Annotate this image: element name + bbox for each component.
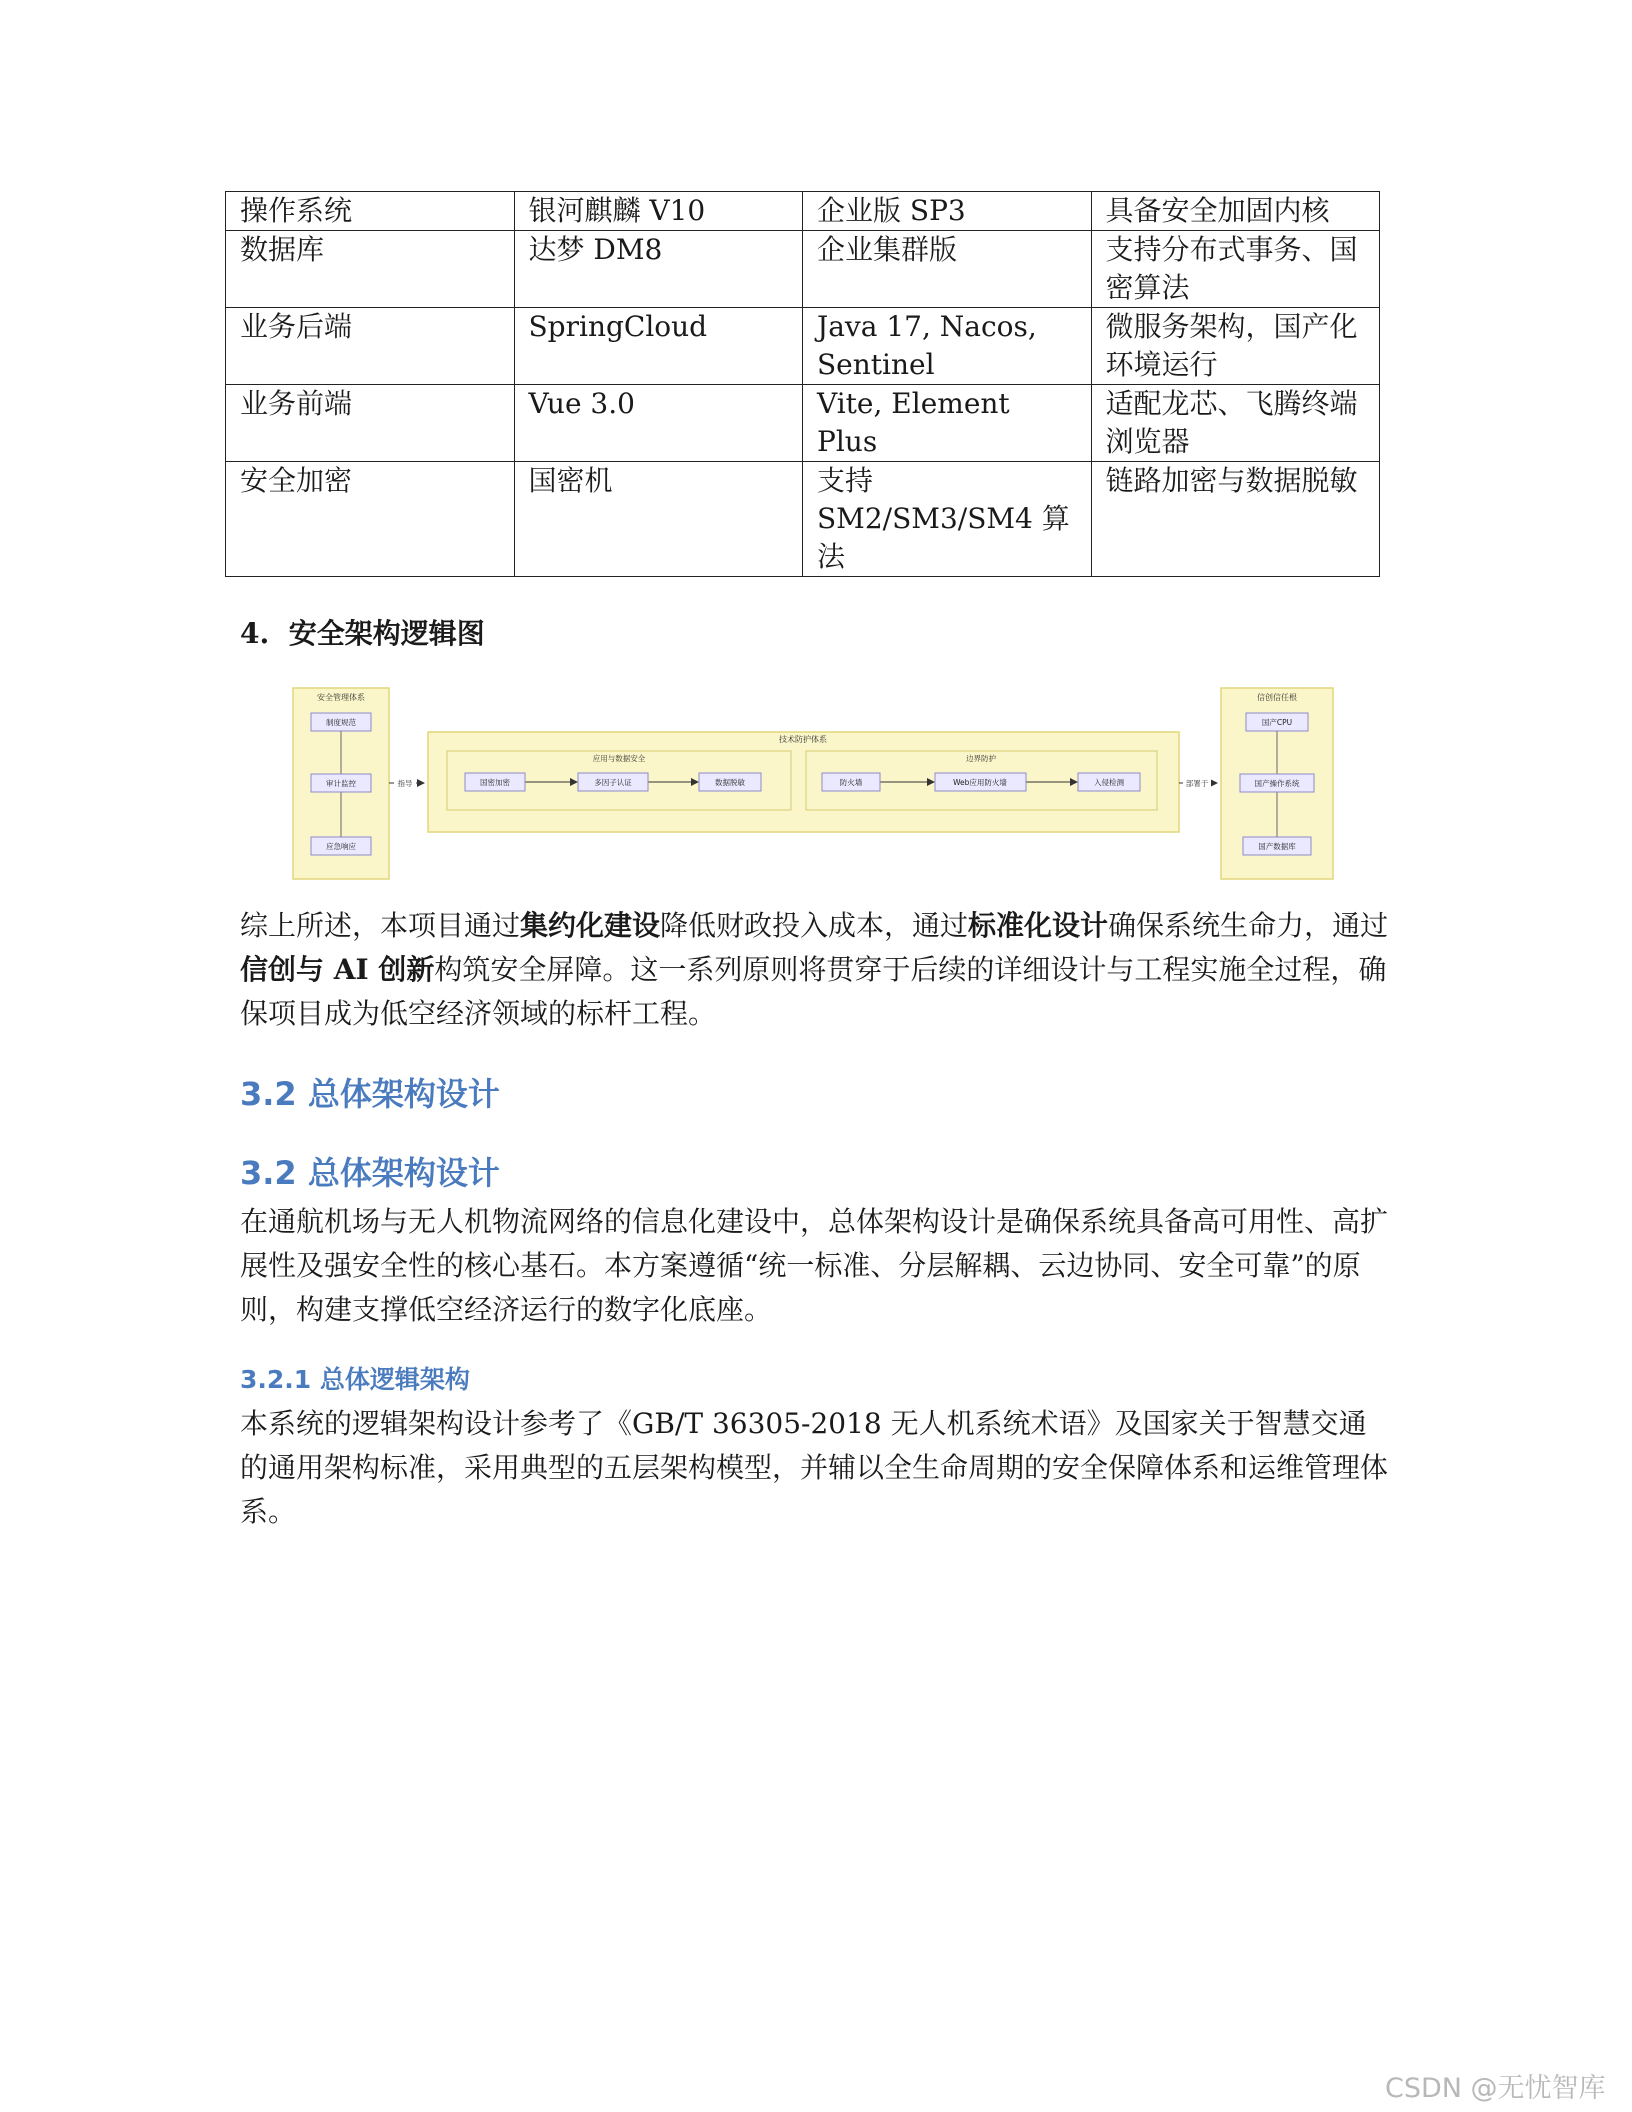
heading-3-2-second bbox=[240, 1153, 500, 1193]
table-cell: 操作系统 bbox=[226, 192, 515, 231]
table-cell: 支持分布式事务、国密算法 bbox=[1091, 231, 1380, 308]
heading-rest: 设计 bbox=[435, 1075, 500, 1113]
section-heading bbox=[240, 612, 485, 652]
table-cell: 业务后端 bbox=[226, 308, 515, 385]
table-row bbox=[226, 192, 1380, 231]
diagram-node-label: 应急响应 bbox=[326, 842, 356, 851]
table-cell: Vite, Element Plus bbox=[803, 385, 1092, 462]
tech-stack-table bbox=[225, 191, 1380, 577]
heading-3-2-1 bbox=[240, 1363, 470, 1397]
diagram-node-label: Web应用防火墙 bbox=[953, 778, 1007, 787]
architecture-paragraph: 在通航机场与无人机物流网络的信息化建设中，总体架构设计是确保系统具备高可用性、高扩展性及强安全性的核心基石。本方案遵循“统一标准、分层解耦、云边协同、安全可靠”的原则，构建支撑低空经济运行的数字化底座。 bbox=[240, 1205, 1389, 1326]
diagram-node-label: 制度规范 bbox=[326, 718, 356, 727]
table-cell: 银河麒麟 V10 bbox=[514, 192, 803, 231]
table-cell: 国密机 bbox=[514, 462, 803, 577]
table-row bbox=[226, 231, 1380, 308]
summary-text: 综上所述，本项目通过 bbox=[240, 909, 521, 942]
right-panel-title: 信创信任根 bbox=[1257, 693, 1297, 702]
table-cell: 企业集群版 bbox=[803, 231, 1092, 308]
heading-bold: 总体架构 bbox=[307, 1154, 436, 1192]
diagram-node-label: 多因子认证 bbox=[594, 778, 632, 787]
heading-bold: 总体逻辑 bbox=[319, 1365, 420, 1394]
heading-rest: 架构 bbox=[419, 1365, 470, 1394]
table-cell: 达梦 DM8 bbox=[514, 231, 803, 308]
edge-label-deploy: 部署于 bbox=[1185, 779, 1209, 788]
diagram-node-label: 数据脱敏 bbox=[715, 778, 745, 787]
diagram-node-label: 入侵检测 bbox=[1094, 778, 1124, 787]
logic-architecture-paragraph: 本系统的逻辑架构设计参考了《GB/T 36305-2018 无人机系统术语》及国家关于智慧交通的通用架构标准，采用典型的五层架构模型，并辅以全生命周期的安全保障体系和运维管理体系。 bbox=[240, 1407, 1389, 1528]
watermark: CSDN @无忧智库 bbox=[1385, 2073, 1606, 2104]
heading-bold: 总体架构 bbox=[307, 1075, 436, 1113]
table-cell: 具备安全加固内核 bbox=[1091, 192, 1380, 231]
summary-emphasis: 信创与 AI 创新 bbox=[240, 953, 435, 986]
table-cell: 业务前端 bbox=[226, 385, 515, 462]
heading-number: 3.2 bbox=[240, 1154, 297, 1192]
diagram-node-label: 国产数据库 bbox=[1258, 842, 1296, 851]
security-architecture-diagram bbox=[290, 685, 1345, 882]
table-cell: 适配龙芯、飞腾终端浏览器 bbox=[1091, 385, 1380, 462]
table-cell: Java 17, Nacos, Sentinel bbox=[803, 308, 1092, 385]
section-number: 4. bbox=[240, 617, 270, 650]
table-cell: 安全加密 bbox=[226, 462, 515, 577]
summary-emphasis: 标准化设计 bbox=[968, 909, 1109, 942]
table-cell: 支持 SM2/SM3/SM4 算法 bbox=[803, 462, 1092, 577]
summary-text: 构筑安全屏障。这一系列原则将贯穿于后续的详细设计与工程实施全过程，确保项目成为低空经济领域的标杆工程。 bbox=[240, 953, 1387, 1030]
section-title: 安全架构逻辑图 bbox=[288, 617, 485, 650]
heading-rest: 设计 bbox=[435, 1154, 500, 1192]
left-panel-title: 安全管理体系 bbox=[317, 693, 365, 702]
diagram-node-label: 审计监控 bbox=[326, 779, 356, 788]
center-panel-title: 技术防护体系 bbox=[779, 735, 827, 744]
diagram-node-label: 防火墙 bbox=[839, 778, 863, 787]
table-cell: 微服务架构，国产化环境运行 bbox=[1091, 308, 1380, 385]
table-cell: 链路加密与数据脱敏 bbox=[1091, 462, 1380, 577]
heading-number: 3.2 bbox=[240, 1075, 297, 1113]
diagram-node-label: 国密加密 bbox=[480, 778, 510, 787]
heading-number: 3.2.1 bbox=[240, 1365, 312, 1394]
summary-paragraph bbox=[240, 904, 1390, 1036]
summary-text: 确保系统生命力，通过 bbox=[1108, 909, 1389, 942]
edge-label-guide: 指导 bbox=[397, 779, 413, 788]
summary-text: 降低财政投入成本，通过 bbox=[660, 909, 969, 942]
diagram-node-label: 国产操作系统 bbox=[1254, 779, 1300, 788]
table-cell: Vue 3.0 bbox=[514, 385, 803, 462]
summary-emphasis: 集约化建设 bbox=[520, 909, 661, 942]
table-row bbox=[226, 308, 1380, 385]
diagram-node-label: 国产CPU bbox=[1261, 718, 1293, 727]
table-cell: 数据库 bbox=[226, 231, 515, 308]
table-cell: 企业版 SP3 bbox=[803, 192, 1092, 231]
table-row bbox=[226, 385, 1380, 462]
group-title: 应用与数据安全 bbox=[592, 754, 646, 763]
table-cell: SpringCloud bbox=[514, 308, 803, 385]
group-title: 边界防护 bbox=[966, 754, 996, 763]
heading-3-2-first bbox=[240, 1074, 500, 1114]
table-row bbox=[226, 462, 1380, 577]
